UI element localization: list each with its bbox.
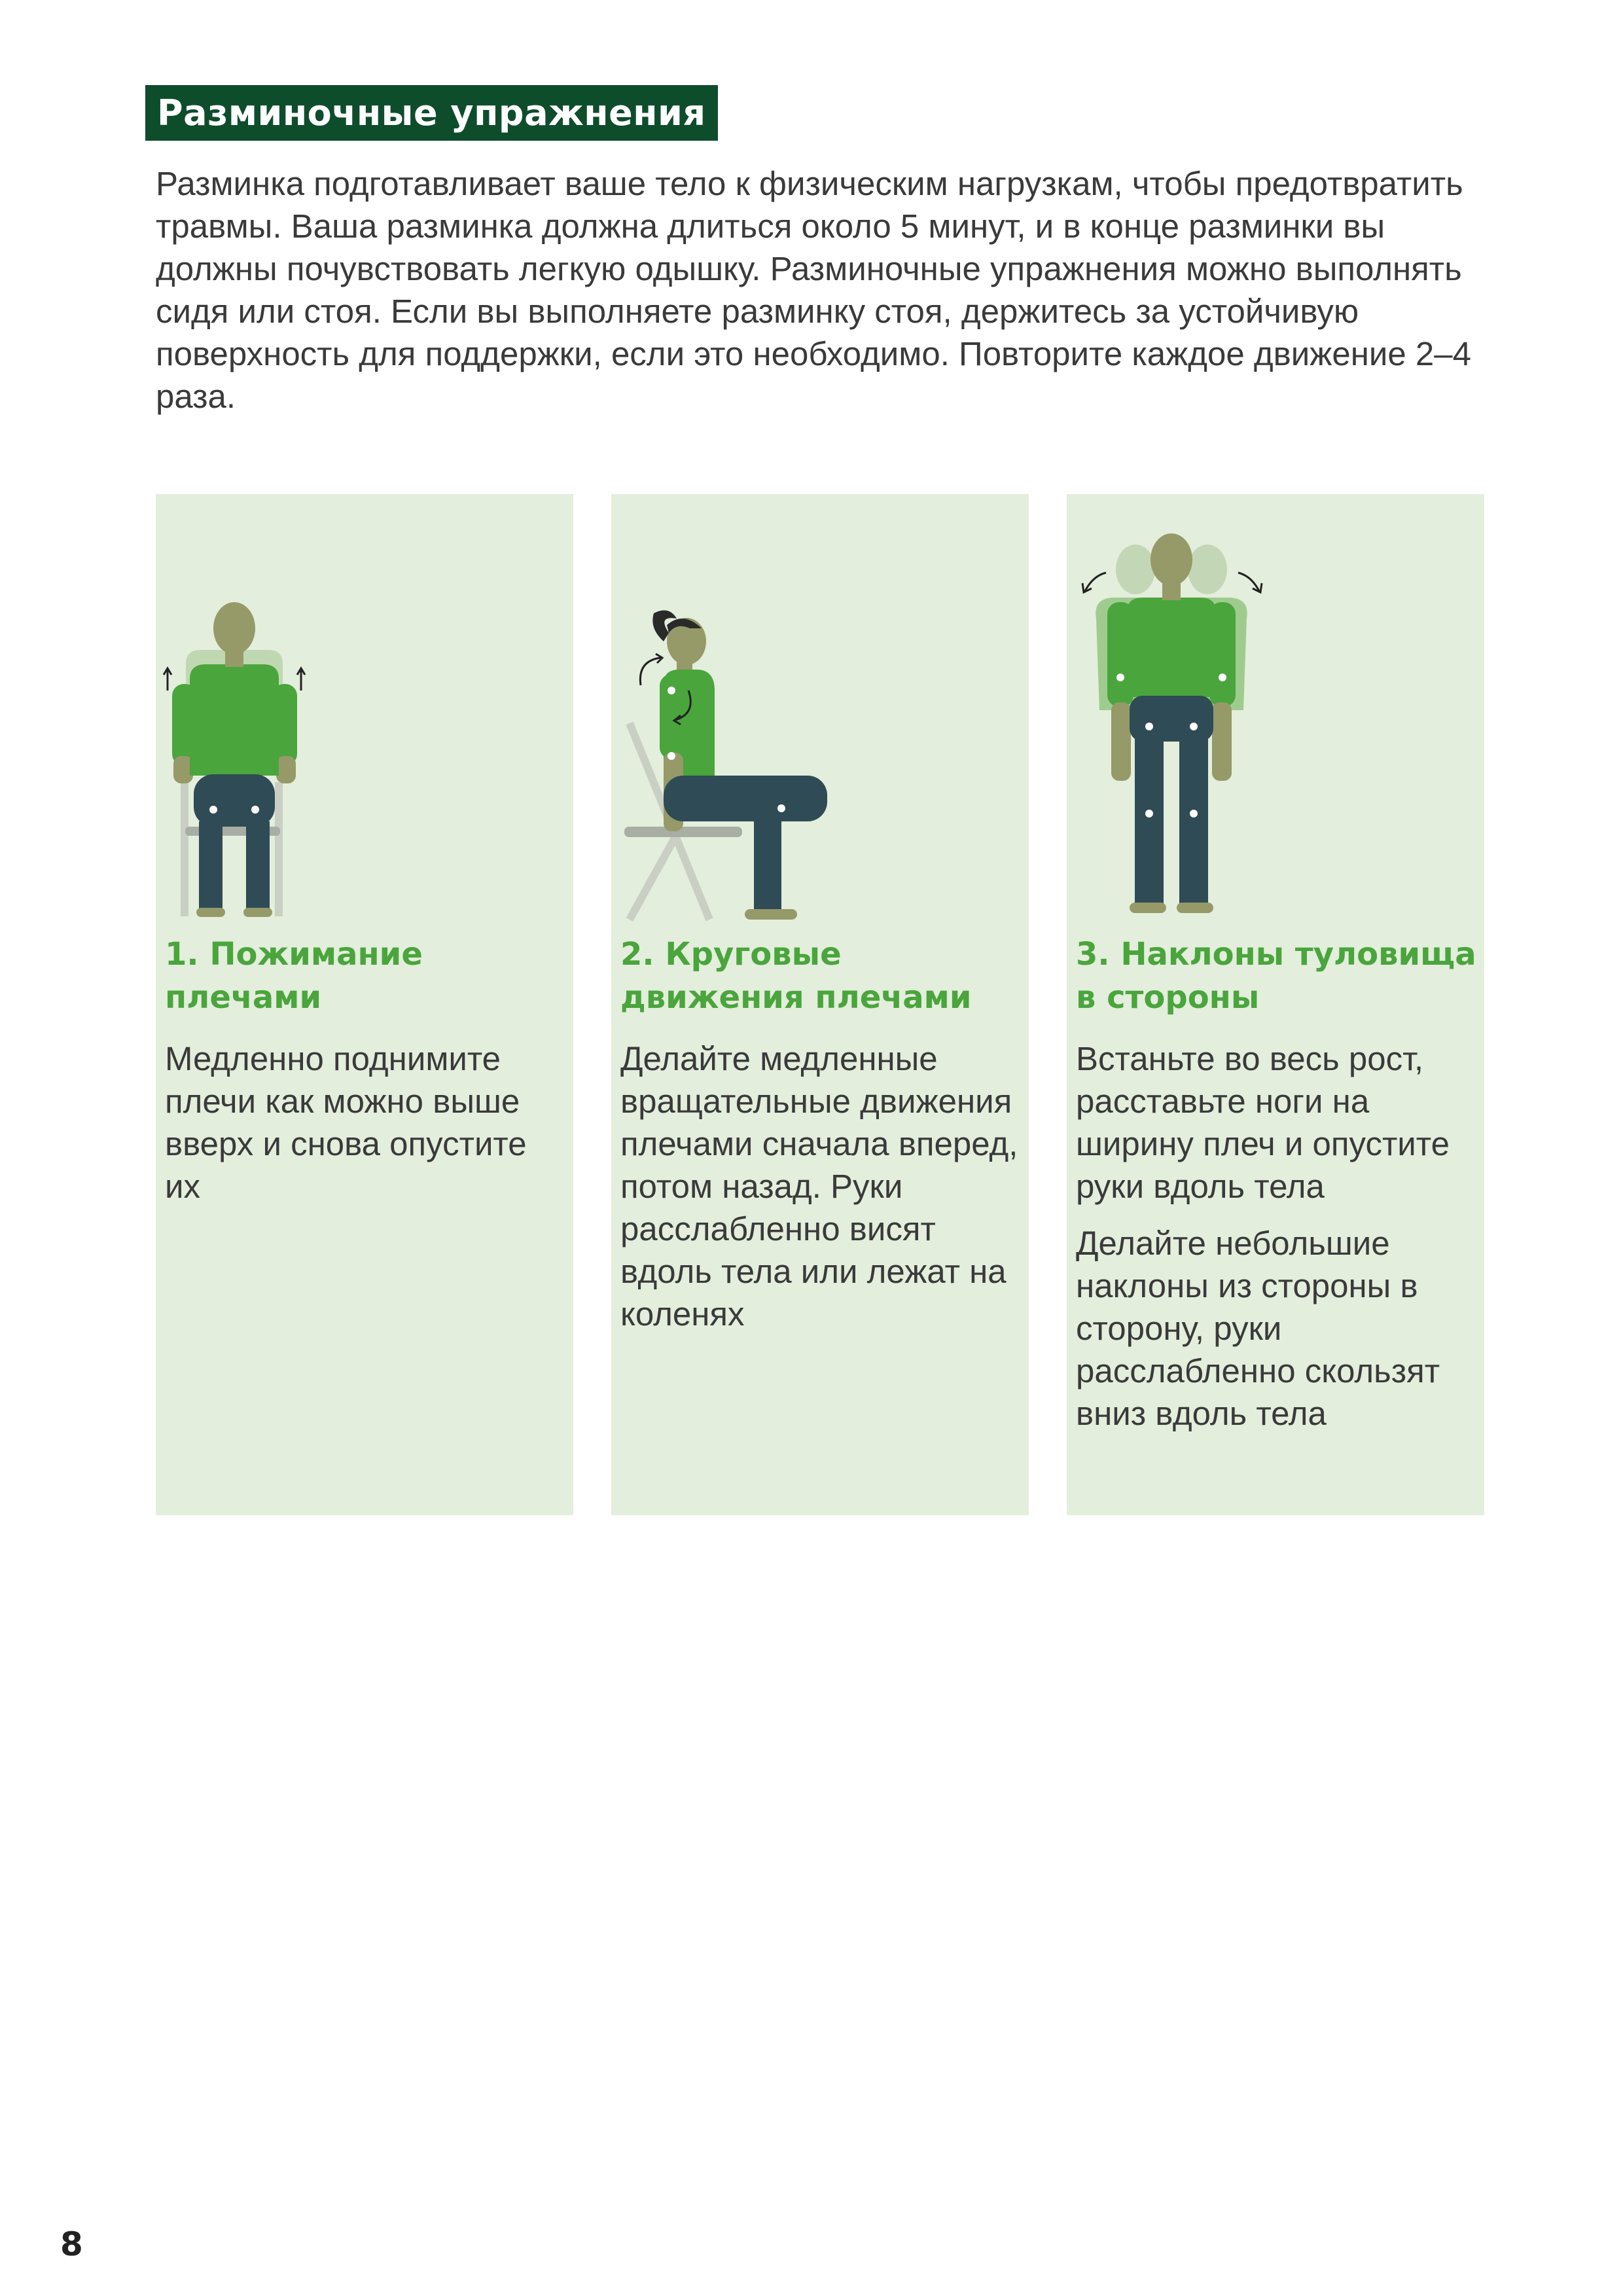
exercise-description — [1076, 1037, 1482, 1449]
intro-paragraph: Разминка подготавливает ваше тело к физическим нагрузкам, чтобы предотвратить травмы. Ваша разминка должна длиться около 5 минут, и в конце разминки вы должны почувствовать легкую одышку. Разминочные упражнения можно выполнять сидя или стоя. Если вы выполняете разминку стоя, держитесь за устойчивую поверхность для поддержки, если это необходимо. Повторите каждое движение 2–4 раза. — [156, 165, 1472, 415]
seated-shoulder-shrug-figure — [156, 494, 573, 926]
exercise-card-shoulder-shrug — [156, 494, 573, 1515]
section-title: Разминочные упражнения — [157, 92, 706, 134]
exercise-title: 1. Пожимание плечами — [165, 936, 423, 1016]
section-heading — [145, 85, 718, 141]
exercise-description — [165, 1037, 571, 1222]
exercise-title: 3. Наклоны туловища в стороны — [1076, 936, 1476, 1016]
exercise-paragraph: Медленно поднимите плечи как можно выше вверх и снова опустите их — [165, 1040, 527, 1205]
exercise-paragraph: Делайте небольшие наклоны из стороны в сторону, руки расслабленно скользят вниз вдоль тела — [1076, 1225, 1440, 1432]
standing-side-bend-figure — [1067, 494, 1484, 926]
exercise-title: 2. Круговые движения плечами — [620, 936, 972, 1016]
exercise-card-shoulder-circles — [611, 494, 1029, 1515]
page-number: 8 — [60, 2225, 83, 2263]
exercise-paragraph: Делайте медленные вращательные движения плечами сначала вперед, потом назад. Руки расслабленно висят вдоль тела или лежат на коленях — [620, 1040, 1018, 1333]
exercise-description — [620, 1037, 1026, 1350]
exercise-paragraph: Встаньте во весь рост, расставьте ноги на ширину плеч и опустите руки вдоль тела — [1076, 1040, 1450, 1205]
exercise-card-side-bends — [1067, 494, 1484, 1515]
seated-shoulder-circles-figure — [611, 494, 1029, 926]
